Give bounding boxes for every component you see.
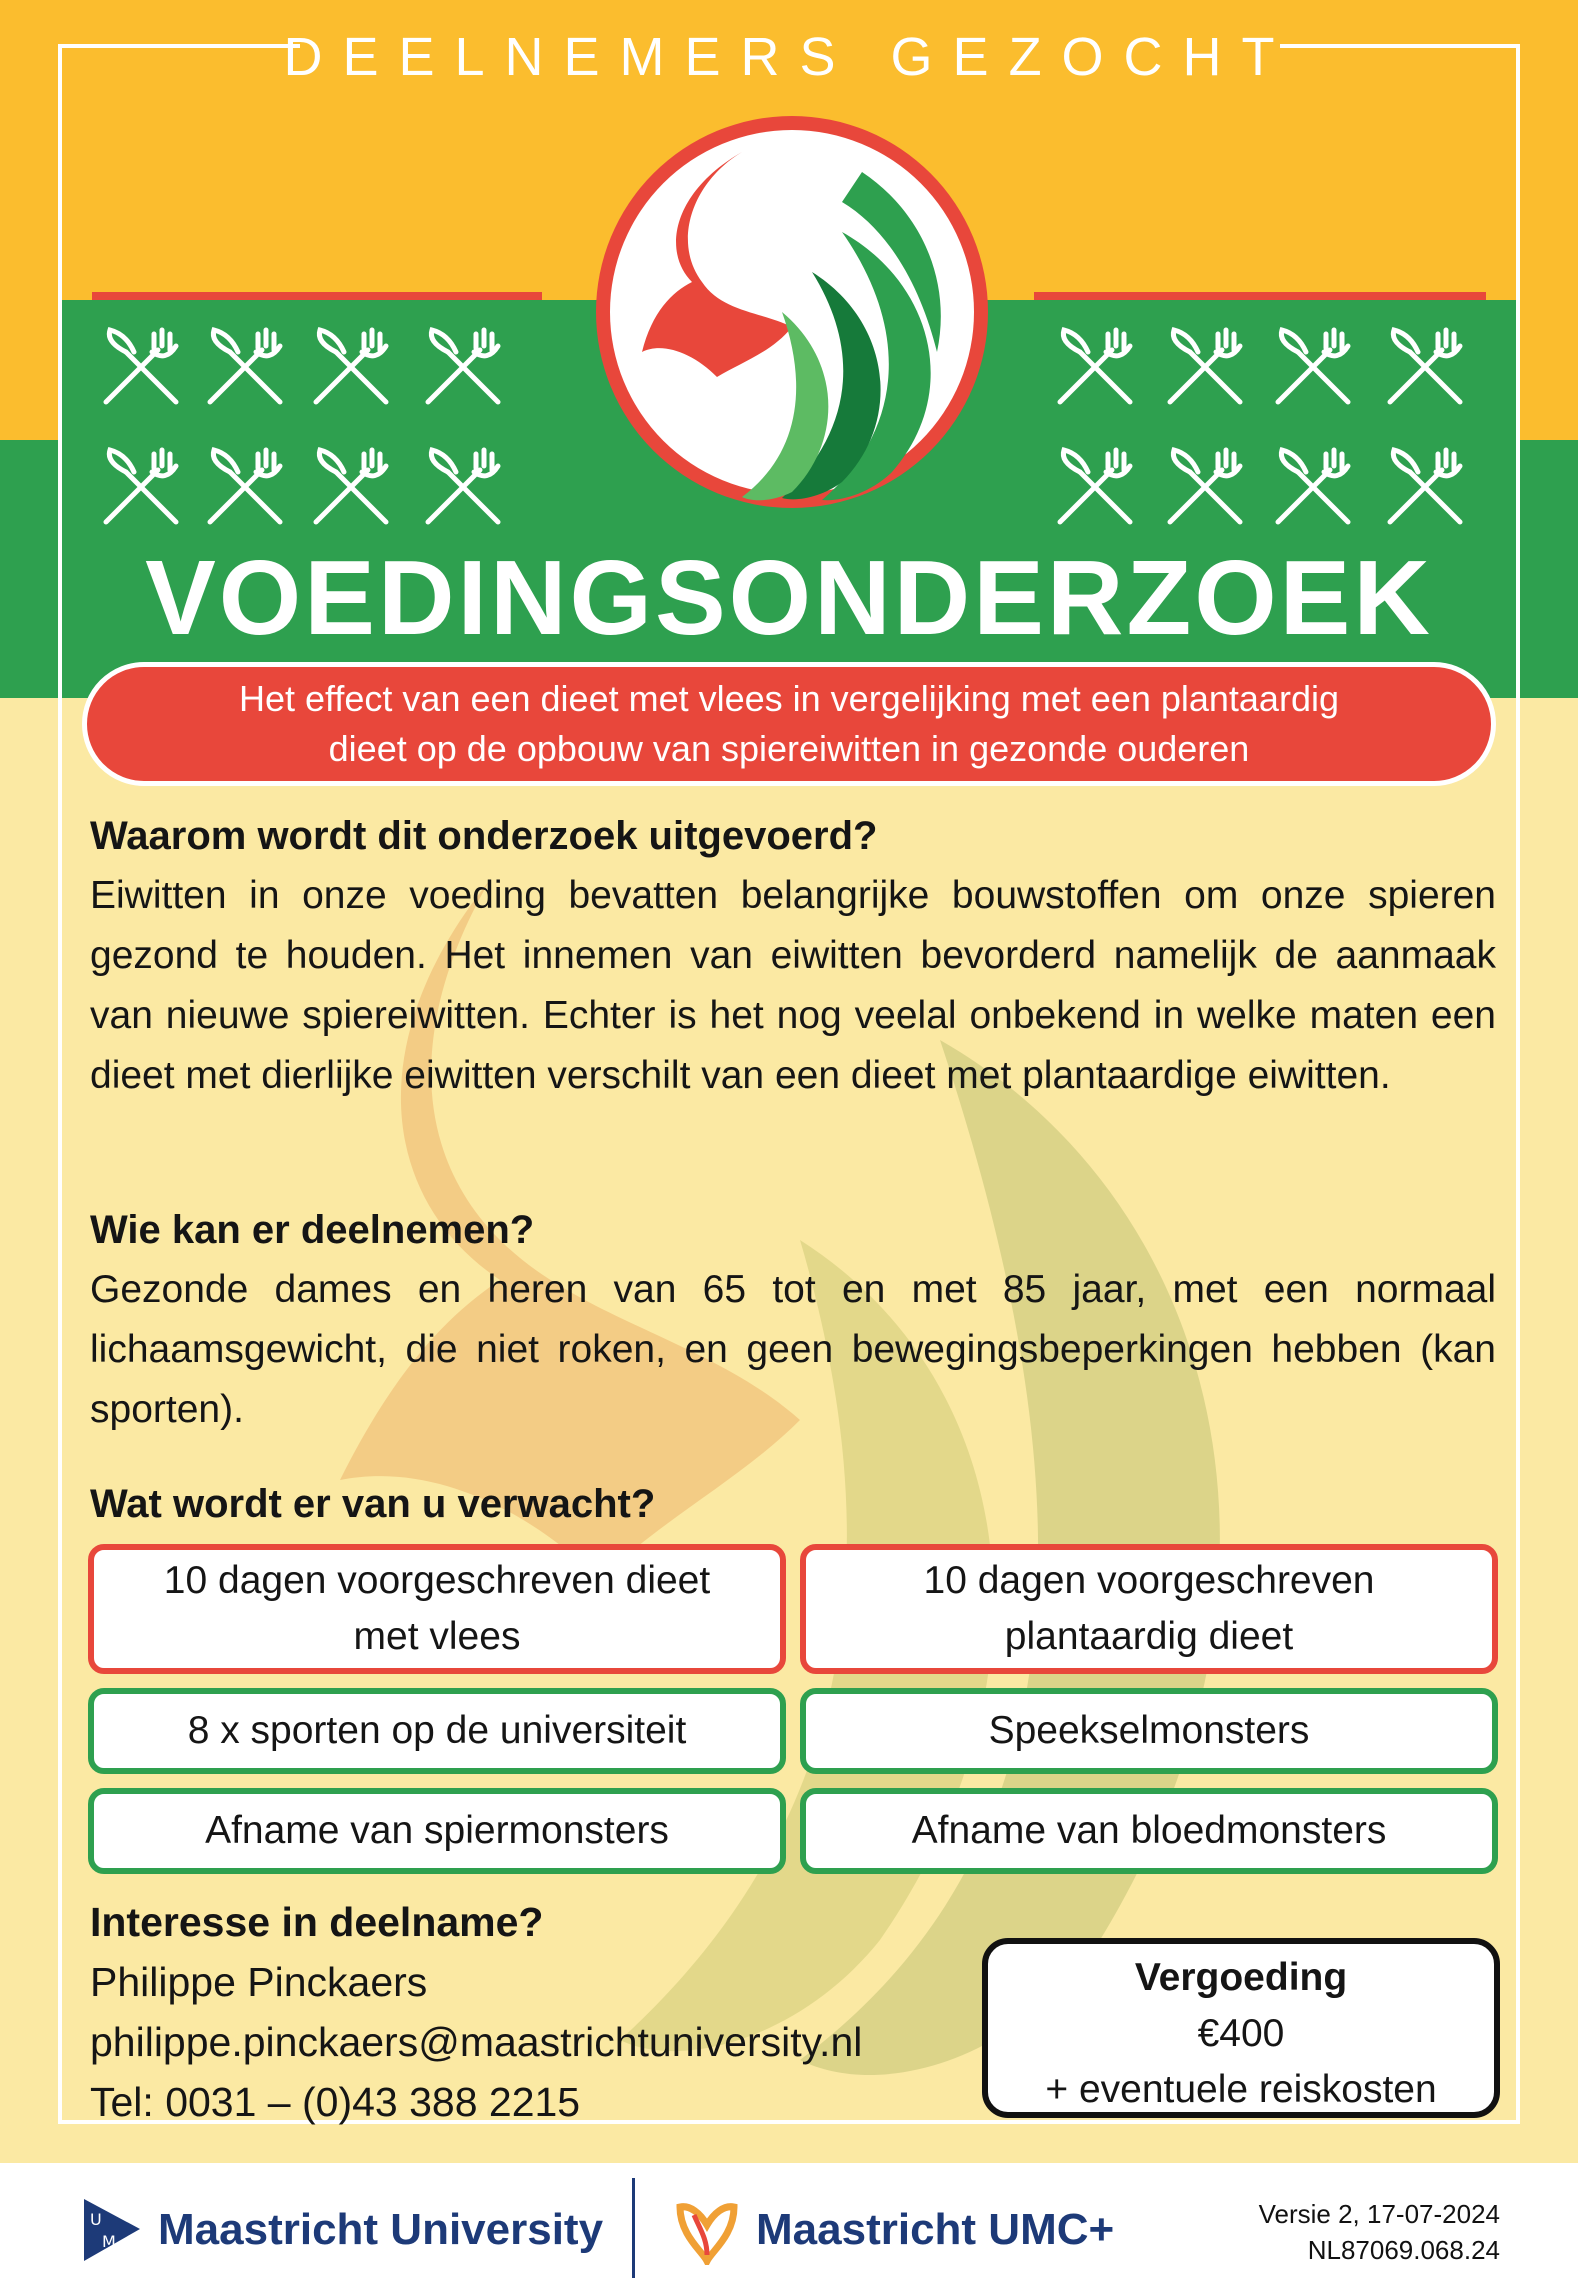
task-line: plantaardig dieet: [1004, 1615, 1294, 1658]
task-line: Afname van bloedmonsters: [911, 1809, 1387, 1852]
main-title: VOEDINGSONDERZOEK: [145, 539, 1433, 657]
task-line: met vlees: [353, 1615, 521, 1658]
fork-and-knife-icon: [1160, 322, 1250, 412]
svg-text:M: M: [102, 2232, 116, 2251]
subtitle-line-1: Het effect van een dieet met vlees in vergelijking met een plantaardig: [239, 678, 1339, 719]
contact-heading: Interesse in deelname?: [90, 1899, 544, 1945]
fork-and-knife-icon: [306, 442, 396, 532]
maastricht-umc-logo-icon: [672, 2195, 742, 2265]
fork-and-knife-icon: [306, 322, 396, 412]
task-sports: [88, 1688, 786, 1774]
maastricht-university-logo-icon: [80, 2195, 144, 2265]
fork-and-knife-icon: [1050, 442, 1140, 532]
section-why-body: Eiwitten in onze voeding bevatten belangrijke bouwstoffen om onze spieren gezond te houden. Het innemen van eiwitten bevorderd namelijk de aanmaak van nieuwe spiereiwitten. Echter is het nog veelal onbekend in welke maten een dieet met dierlijke eiwitten verschilt van een dieet met plantaardige eiwitten.: [90, 874, 1496, 1097]
section-who-body: Gezonde dames en heren van 65 tot en met 85 jaar, met een normaal lichaamsgewicht, die niet roken, en geen bewegingsbeperkingen hebben (kan sporten).: [90, 1268, 1496, 1431]
fork-and-knife-icon: [96, 322, 186, 412]
svg-text:U: U: [90, 2210, 102, 2229]
contact-block: [90, 1892, 862, 2132]
maastricht-umc-brand: [672, 2195, 1114, 2265]
task-line: 10 dagen voorgeschreven: [923, 1559, 1375, 1602]
compensation-box: [982, 1938, 1500, 2118]
subtitle-banner: [82, 662, 1496, 786]
study-code: NL87069.068.24: [1307, 2235, 1500, 2265]
task-saliva: [800, 1688, 1498, 1774]
fork-and-knife-icon: [1380, 442, 1470, 532]
university-name: Maastricht University: [158, 2205, 604, 2254]
contact-name: Philippe Pinckaers: [90, 1959, 428, 2005]
task-line: Speekselmonsters: [988, 1709, 1310, 1752]
task-blood-samples: [800, 1788, 1498, 1874]
red-accent-line-left: [92, 292, 542, 300]
task-line: 8 x sporten op de universiteit: [187, 1709, 687, 1752]
section-who: [90, 1200, 1496, 1440]
task-meat-diet: [88, 1544, 786, 1674]
section-expect-heading: Wat wordt er van u verwacht?: [90, 1482, 656, 1526]
umc-name: Maastricht UMC+: [756, 2205, 1115, 2254]
section-who-heading: Wie kan er deelnemen?: [90, 1208, 535, 1252]
bull-and-leaf-logo-icon: [592, 112, 992, 512]
fork-and-knife-icon: [418, 322, 508, 412]
subtitle-line-2: dieet op de opbouw van spiereiwitten in gezonde ouderen: [328, 728, 1250, 769]
section-why: [90, 806, 1496, 1106]
fork-and-knife-icon: [1160, 442, 1250, 532]
fork-and-knife-icon: [418, 442, 508, 532]
fork-and-knife-icon: [1268, 322, 1358, 412]
task-line: 10 dagen voorgeschreven dieet: [163, 1559, 711, 1602]
contact-phone[interactable]: Tel: 0031 – (0)43 388 2215: [90, 2079, 581, 2125]
contact-email[interactable]: philippe.pinckaers@maastrichtuniversity.nl: [90, 2019, 863, 2065]
red-accent-line-right: [1034, 292, 1486, 300]
fork-and-knife-icon: [200, 442, 290, 532]
fork-and-knife-icon: [1380, 322, 1470, 412]
version-info: [1259, 2196, 1500, 2268]
task-line: Afname van spiermonsters: [205, 1809, 669, 1852]
fork-and-knife-icon: [200, 322, 290, 412]
task-muscle-samples: [88, 1788, 786, 1874]
compensation-extra: + eventuele reiskosten: [1045, 2068, 1437, 2111]
footer-divider: [632, 2178, 635, 2278]
section-why-heading: Waarom wordt dit onderzoek uitgevoerd?: [90, 814, 878, 858]
maastricht-university-brand: [80, 2195, 603, 2265]
task-plant-diet: [800, 1544, 1498, 1674]
section-expect: [90, 1474, 1496, 1534]
compensation-title: Vergoeding: [1134, 1956, 1348, 1999]
compensation-amount: €400: [1197, 2012, 1285, 2055]
fork-and-knife-icon: [1268, 442, 1358, 532]
version-date: Versie 2, 17-07-2024: [1258, 2199, 1500, 2229]
fork-and-knife-icon: [96, 442, 186, 532]
fork-and-knife-icon: [1050, 322, 1140, 412]
top-heading: DEELNEMERS GEZOCHT: [283, 27, 1295, 87]
